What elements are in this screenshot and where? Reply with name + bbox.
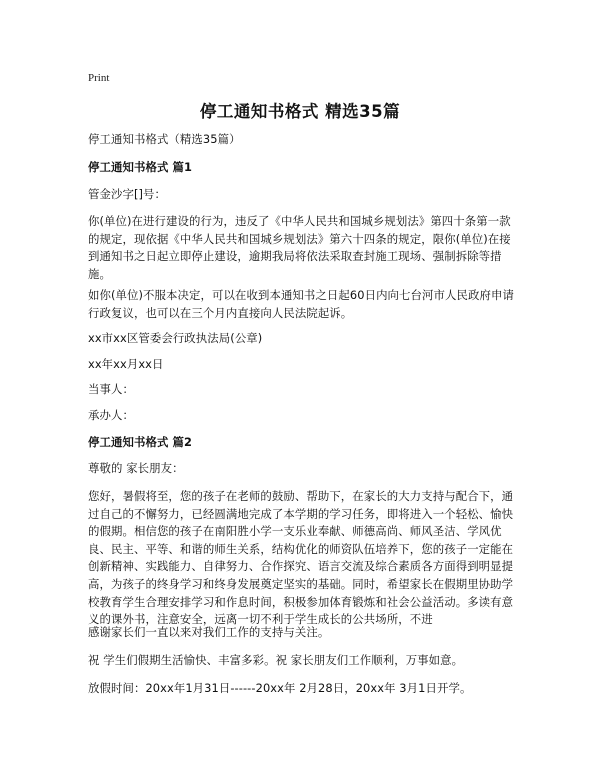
greeting-line: 尊敬的 家长朋友： xyxy=(88,461,184,475)
notice-paragraph: 你(单位)在进行建设的行为，违反了《中华人民共和国城乡规划法》第四十条第一款的规定，现依据《中华人民共和国城乡规划法》第六十四条的规定，限你(单位)在接到通知书之日起立即停止建设，逾期我局将依法采取查封施工现场、强制拆除等措施。 xyxy=(88,214,511,281)
section-1-heading: 停工通知书格式 篇1 xyxy=(88,160,193,174)
party-line: 当事人： xyxy=(88,382,134,396)
handler-line: 承办人： xyxy=(88,408,134,422)
date-line: xx年xx月xx日 xyxy=(88,357,164,371)
reference-number: 管金沙字[]号： xyxy=(88,187,167,201)
schedule-line: 放假时间：20xx年1月31日------20xx年 2月28日，20xx年 3月1日开学。 xyxy=(88,681,472,695)
page-title: 停工通知书格式 精选35篇 xyxy=(199,102,401,121)
issuer-line: xx市xx区管委会行政执法局(公章) xyxy=(88,331,263,345)
wishes-line: 祝 学生们假期生活愉快、丰富多彩。祝 家长朋友们工作顺利，万事如意。 xyxy=(88,653,464,667)
appeal-paragraph: 如你(单位)不服本决定，可以在收到本通知书之日起60日内向七台河市人民政府申请行政复议，也可以在三个月内直接向人民法院起诉。 xyxy=(88,288,514,320)
letter-paragraph: 您好，暑假将至，您的孩子在老师的鼓励、帮助下，在家长的大力支持与配合下，通过自己的不懈努力，已经圆满地完成了本学期的学习任务，即将进入一个轻松、愉快的假期。相信您的孩子在南阳胜小学一支乐业奉献、师德高尚、师风圣洁、学风优良、民主、平等、和谐的师生关系，结构优化的师资队伍培养下，您的孩子一定能在创新精神、实践能力、自律努力、合作探究、语言交流及综合素质各方面得到明显提高，为孩子的终身学习和终身发展奠定坚实的基础。同时，希望家长在假期里协助学校教育学生合理安排学习和作息时间，积极参加体育锻炼和社会公益活动。多读有意义的课外书，注意安全，远离一切不利于学生成长的公共场所，不进 xyxy=(88,489,514,627)
section-2-heading: 停工通知书格式 篇2 xyxy=(88,435,193,449)
print-label[interactable]: Print xyxy=(88,72,110,84)
thanks-line: 感谢家长们一直以来对我们工作的支持与关注。 xyxy=(88,625,330,639)
document-subtitle: 停工通知书格式（精选35篇） xyxy=(88,132,241,146)
